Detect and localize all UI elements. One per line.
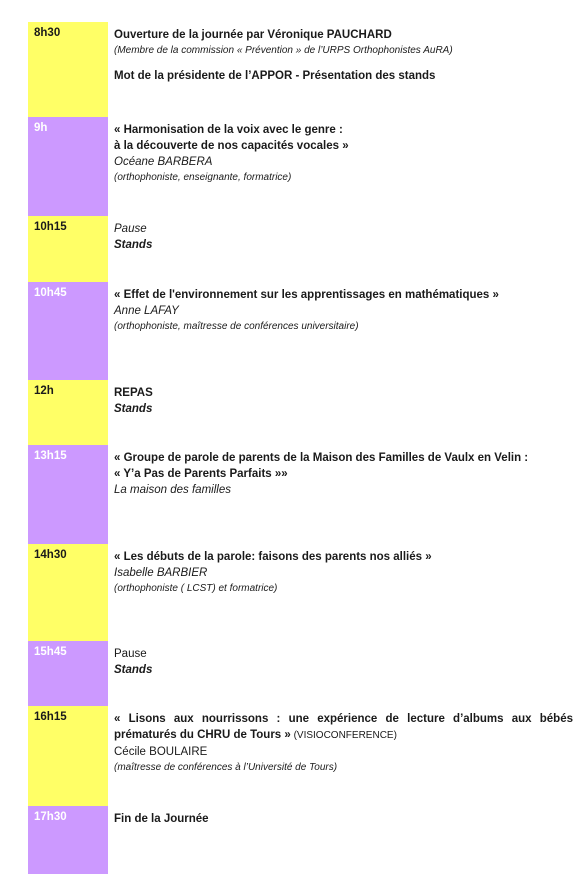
session-title: Mot de la présidente de l’APPOR - Présentation des stands [114, 70, 436, 82]
time-cell: 17h30 [28, 806, 108, 874]
speaker-role: (orthophoniste ( LCST) et formatrice) [114, 583, 278, 594]
session-title: Stands [114, 664, 153, 676]
speaker-name: La maison des familles [114, 484, 231, 496]
session-title: Pause [114, 648, 147, 660]
session-content [114, 385, 573, 417]
schedule-row-1430 [28, 544, 577, 641]
time-cell: 8h30 [28, 22, 108, 117]
time-cell: 12h [28, 380, 108, 445]
schedule-row-1730 [28, 806, 577, 874]
time-cell: 15h45 [28, 641, 108, 706]
schedule-row-1015 [28, 216, 577, 282]
session-content [114, 122, 573, 186]
schedule-row-1315 [28, 445, 577, 544]
session-content [114, 27, 573, 84]
speaker-name: Océane BARBERA [114, 156, 213, 168]
speaker-name: Cécile BOULAIRE [114, 746, 208, 758]
session-title: Fin de la Journée [114, 813, 209, 825]
time-cell: 10h15 [28, 216, 108, 282]
session-title: Pause [114, 223, 147, 235]
session-title: « Les débuts de la parole: faisons des parents nos alliés » [114, 551, 432, 563]
session-note: (Membre de la commission « Prévention » de l’URPS Orthophonistes AuRA) [114, 45, 453, 56]
session-title: « Y’a Pas de Parents Parfaits »» [114, 468, 288, 480]
session-title-block [114, 711, 573, 744]
session-title: « Effet de l'environnement sur les apprentissages en mathématiques » [114, 289, 499, 301]
session-content [114, 811, 573, 827]
session-title: Stands [114, 403, 153, 415]
session-title: REPAS [114, 387, 153, 399]
session-title: à la découverte de nos capacités vocales » [114, 140, 349, 152]
session-title: Stands [114, 239, 153, 251]
schedule-row-1615 [28, 706, 577, 806]
session-content [114, 221, 573, 253]
session-note: (VISIOCONFERENCE) [290, 730, 397, 741]
time-cell: 14h30 [28, 544, 108, 641]
session-content [114, 287, 573, 335]
time-cell: 13h15 [28, 445, 108, 544]
time-cell: 16h15 [28, 706, 108, 806]
session-title: « Groupe de parole de parents de la Maison des Familles de Vaulx en Velin : [114, 452, 529, 464]
schedule-row-1545 [28, 641, 577, 706]
schedule-row-1045 [28, 282, 577, 380]
session-content [114, 646, 573, 678]
speaker-role: (maîtresse de conférences à l’Université de Tours) [114, 762, 338, 773]
session-content [114, 450, 573, 498]
speaker-role: (orthophoniste, enseignante, formatrice) [114, 172, 292, 183]
time-cell: 9h [28, 117, 108, 216]
session-title: « Lisons aux nourrissons : une expérience de lecture d’albums aux bébés prématurés du CHRU de Tours » [114, 713, 573, 741]
speaker-role: (orthophoniste, maîtresse de conférences universitaire) [114, 321, 359, 332]
schedule-row-0830 [28, 22, 577, 117]
session-content [114, 711, 573, 776]
schedule-row-1200 [28, 380, 577, 445]
session-title: « Harmonisation de la voix avec le genre : [114, 124, 343, 136]
session-content [114, 549, 573, 597]
speaker-name: Isabelle BARBIER [114, 567, 208, 579]
time-cell: 10h45 [28, 282, 108, 380]
schedule-row-0900 [28, 117, 577, 216]
speaker-name: Anne LAFAY [114, 305, 179, 317]
session-title: Ouverture de la journée par Véronique PAUCHARD [114, 29, 392, 41]
